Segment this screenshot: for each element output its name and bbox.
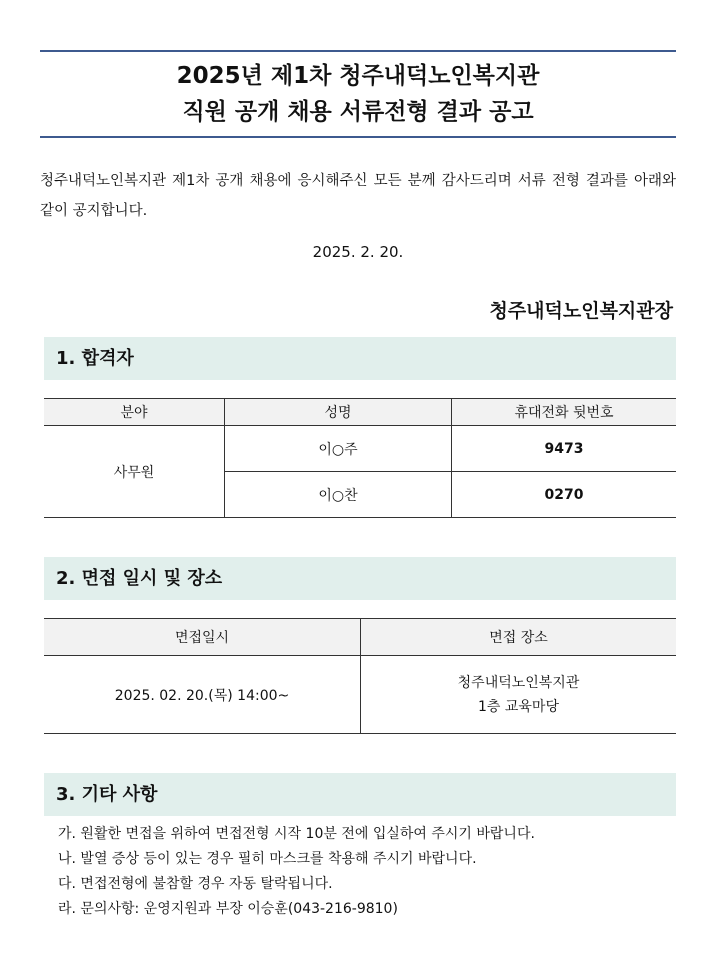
header-name: 성명 bbox=[225, 399, 452, 426]
table-header-row bbox=[44, 399, 676, 426]
table-header-row bbox=[44, 619, 676, 656]
interview-datetime: 2025. 02. 20.(목) 14:00~ bbox=[44, 656, 361, 734]
phone-cell: 0270 bbox=[452, 472, 677, 518]
interview-place-line-2: 1층 교육마당 bbox=[478, 698, 559, 715]
successful-candidates-table bbox=[44, 398, 676, 518]
list-item: 다. 면접전형에 불참할 경우 자동 탈락됩니다. bbox=[58, 876, 333, 892]
header-phone: 휴대전화 뒷번호 bbox=[452, 399, 677, 426]
section-1-heading: 1. 합격자 bbox=[44, 337, 676, 380]
header-interview-datetime: 면접일시 bbox=[44, 619, 361, 656]
section-2-heading: 2. 면접 일시 및 장소 bbox=[44, 557, 676, 600]
notes-list bbox=[58, 822, 535, 922]
interview-place-line-1: 청주내덕노인복지관 bbox=[457, 674, 580, 691]
header-field: 분야 bbox=[44, 399, 225, 426]
interview-table bbox=[44, 618, 676, 734]
name-cell: 이○찬 bbox=[225, 472, 452, 518]
header-interview-place: 면접 장소 bbox=[361, 619, 677, 656]
list-item: 나. 발열 증상 등이 있는 경우 필히 마스크를 착용해 주시기 바랍니다. bbox=[58, 851, 477, 867]
list-item: 라. 문의사항: 운영지원과 부장 이승훈(043-216-9810) bbox=[58, 901, 398, 917]
title-box bbox=[40, 50, 676, 138]
signer: 청주내덕노인복지관장 bbox=[489, 300, 673, 322]
title-line-1: 2025년 제1차 청주내덕노인복지관 bbox=[176, 63, 540, 89]
phone-cell: 9473 bbox=[452, 426, 677, 472]
title-line-2: 직원 공개 채용 서류전형 결과 공고 bbox=[182, 99, 534, 125]
interview-place bbox=[361, 656, 677, 734]
section-3-heading: 3. 기타 사항 bbox=[44, 773, 676, 816]
list-item: 가. 원활한 면접을 위하여 면접전형 시작 10분 전에 입실하여 주시기 바랍니다. bbox=[58, 826, 535, 842]
intro-paragraph: 청주내덕노인복지관 제1차 공개 채용에 응시해주신 모든 분께 감사드리며 서류 전형 결과를 아래와 같이 공지합니다. bbox=[40, 173, 676, 219]
announcement-date: 2025. 2. 20. bbox=[312, 243, 404, 261]
name-cell: 이○주 bbox=[225, 426, 452, 472]
table-row bbox=[44, 426, 676, 472]
table-row bbox=[44, 656, 676, 734]
field-cell: 사무원 bbox=[44, 426, 225, 518]
